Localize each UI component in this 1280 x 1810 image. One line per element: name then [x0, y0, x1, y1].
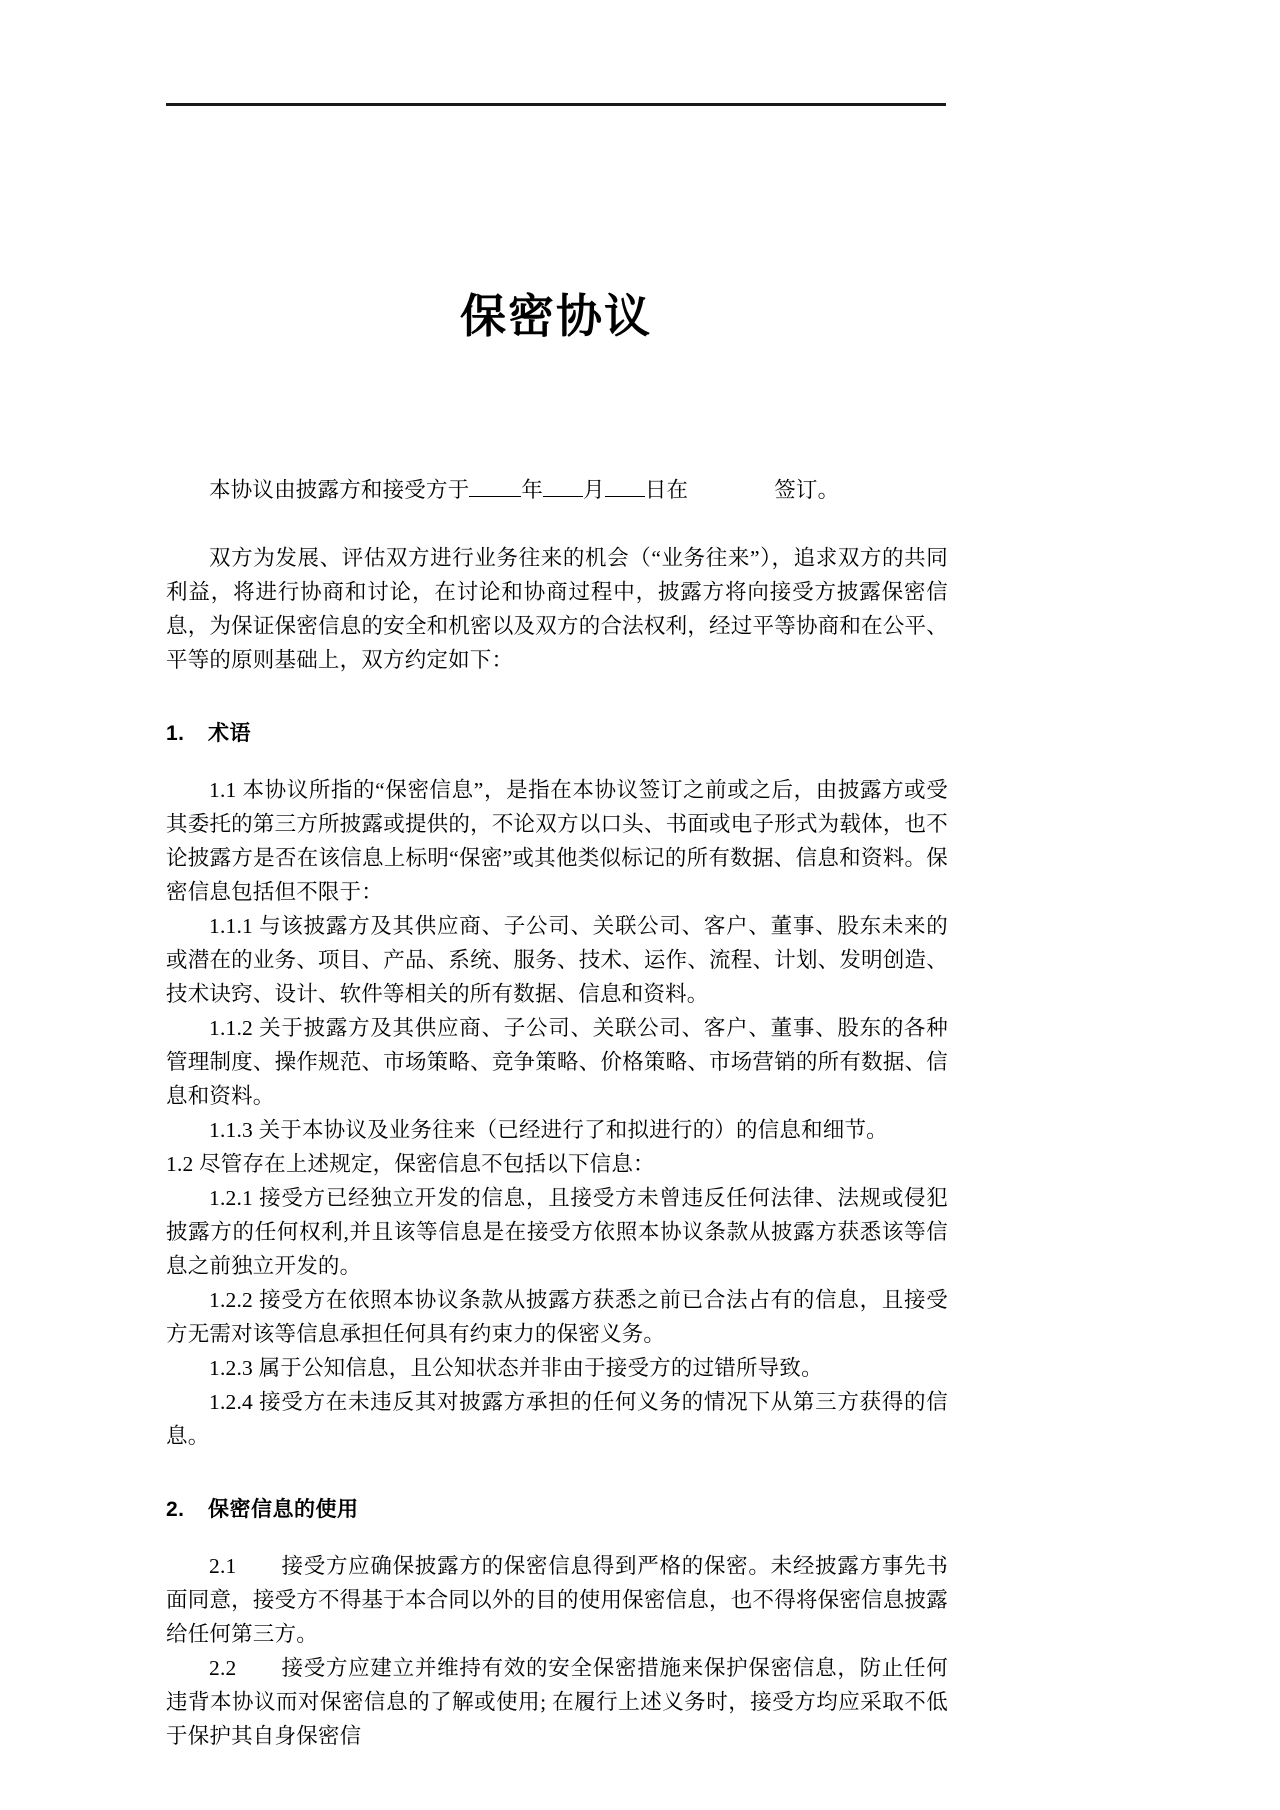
- sign-label: 签订。: [774, 478, 840, 502]
- clause-1-1: 1.1 本协议所指的“保密信息”，是指在本协议签订之前或之后，由披露方或受其委托的第三方所披露或提供的，不论双方以口头、书面或电子形式为载体，也不论披露方是否在该信息上标明“保密”或其他类似标记的所有数据、信息和资料。保密信息包括但不限于：: [166, 778, 948, 904]
- signing-line-prefix: 本协议由披露方和接受方于: [209, 478, 470, 502]
- section-heading-2: [166, 1493, 948, 1527]
- section-2-title: 保密信息的使用: [208, 1498, 359, 1521]
- clause-1-2-2: 1.2.2 接受方在依照本协议条款从披露方获悉之前已合法占有的信息，且接受方无需对该等信息承担任何具有约束力的保密义务。: [166, 1288, 948, 1346]
- clause-2-2: 2.2 接受方应建立并维持有效的安全保密措施来保护保密信息，防止任何违背本协议而对保密信息的了解或使用; 在履行上述义务时，接受方均应采取不低于保护其自身保密信: [166, 1656, 948, 1748]
- document-body: [166, 473, 948, 1753]
- section-2-number: 2.: [166, 1498, 185, 1521]
- spacer: [166, 1527, 948, 1549]
- spacer: [166, 677, 948, 717]
- header-divider-rule: [166, 103, 946, 106]
- section-1-number: 1.: [166, 722, 185, 745]
- clause-1-1-1: 1.1.1 与该披露方及其供应商、子公司、关联公司、客户、董事、股东未来的或潜在的业务、项目、产品、系统、服务、技术、运作、流程、计划、发明创造、技术诀窍、设计、软件等相关的所有数据、信息和资料。: [166, 914, 948, 1006]
- clause-2-1: 2.1 接受方应确保披露方的保密信息得到严格的保密。未经披露方事先书面同意，接受方不得基于本合同以外的目的使用保密信息，也不得将保密信息披露给任何第三方。: [166, 1554, 948, 1646]
- spacer: [166, 751, 948, 773]
- section-1-title: 术语: [208, 722, 251, 745]
- recital-paragraph: 双方为发展、评估双方进行业务往来的机会（“业务往来”），追求双方的共同利益，将进行协商和讨论，在讨论和协商过程中，披露方将向接受方披露保密信息，为保证保密信息的安全和机密以及双方的合法权利，经过平等协商和在公平、平等的原则基础上，双方约定如下：: [166, 546, 948, 672]
- spacer: [166, 1453, 948, 1493]
- clause-1-1-3: 1.1.3 关于本协议及业务往来（已经进行了和拟进行的）的信息和细节。: [209, 1118, 888, 1142]
- clause-1-2-4: 1.2.4 接受方在未违反其对披露方承担的任何义务的情况下从第三方获得的信息。: [166, 1390, 948, 1448]
- clause-1-2: 1.2 尽管存在上述规定，保密信息不包括以下信息：: [166, 1152, 655, 1176]
- clause-1-2-3: 1.2.3 属于公知信息，且公知状态并非由于接受方的过错所导致。: [209, 1356, 823, 1380]
- day-label: 日在: [644, 478, 689, 502]
- section-heading-1: [166, 717, 948, 751]
- month-label: 月: [583, 478, 605, 502]
- clause-1-2-1: 1.2.1 接受方已经独立开发的信息，且接受方未曾违反任何法律、法规或侵犯披露方的任何权利,并且该等信息是在接受方依照本协议条款从披露方获悉该等信息之前独立开发的。: [166, 1186, 948, 1278]
- spacer: [166, 507, 948, 541]
- day-blank[interactable]: [605, 496, 645, 497]
- year-blank[interactable]: [469, 496, 521, 497]
- year-label: 年: [521, 478, 544, 502]
- signing-line: [166, 473, 948, 507]
- month-blank[interactable]: [543, 496, 583, 497]
- clause-1-1-2: 1.1.2 关于披露方及其供应商、子公司、关联公司、客户、董事、股东的各种管理制度、操作规范、市场策略、竞争策略、价格策略、市场营销的所有数据、信息和资料。: [166, 1016, 948, 1108]
- page-title: 保密协议: [460, 289, 652, 342]
